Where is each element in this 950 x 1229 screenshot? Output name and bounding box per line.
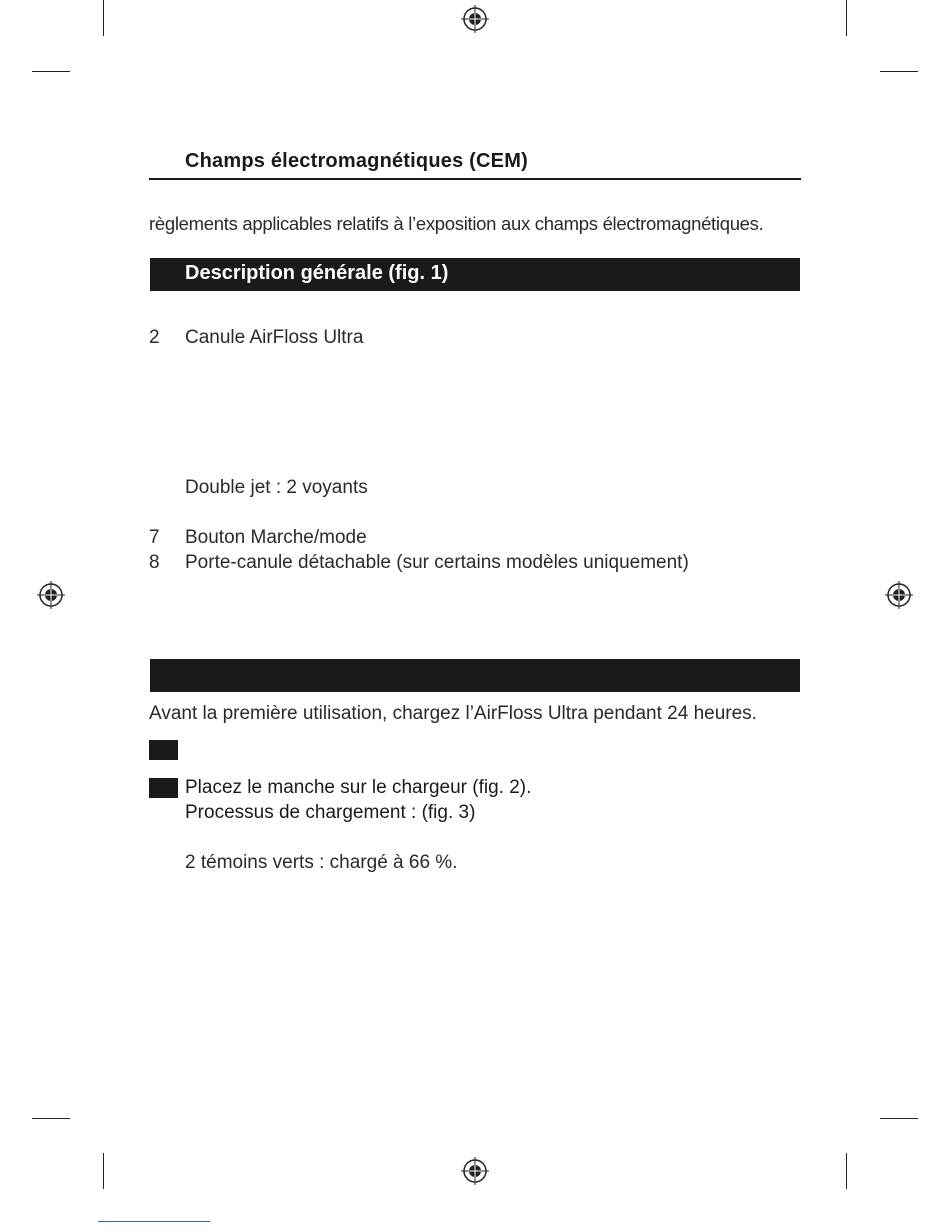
charge-intro: Avant la première utilisation, chargez l’AirFloss Ultra pendant 24 heures. (149, 703, 757, 724)
crop-mark-top-right (846, 0, 847, 36)
footer-line (98, 1221, 210, 1222)
step-marker (149, 740, 178, 760)
crop-mark-bottom-right (846, 1153, 847, 1189)
step-marker (149, 778, 178, 798)
registration-mark-right-icon (885, 581, 913, 609)
section-title-cem: Champs électromagnétiques (CEM) (185, 150, 528, 172)
item-text: Bouton Marche/mode (185, 527, 367, 548)
crop-mark-bottom-left (103, 1153, 104, 1189)
section-bar-description (150, 258, 800, 291)
crop-mark-left-top (32, 71, 70, 72)
crop-mark-right-bottom (880, 1118, 918, 1119)
crop-mark-top-left (103, 0, 104, 36)
step-process: Processus de chargement : (fig. 3) (185, 802, 476, 823)
section-rule-cem (149, 178, 801, 180)
step-green: 2 témoins verts : chargé à 66 %. (185, 852, 458, 873)
crop-mark-left-bottom (32, 1118, 70, 1119)
item-number: 7 (149, 527, 160, 548)
item-text: Porte-canule détachable (sur certains modèles uniquement) (185, 552, 689, 573)
registration-mark-bottom-icon (461, 1157, 489, 1185)
registration-mark-top-icon (461, 5, 489, 33)
section-title-description: Description générale (fig. 1) (185, 262, 449, 284)
item-text: Double jet : 2 voyants (185, 477, 368, 498)
cem-paragraph: règlements applicables relatifs à l’exposition aux champs électromagnétiques. (149, 213, 764, 234)
crop-mark-right-top (880, 71, 918, 72)
step-place: Placez le manche sur le chargeur (fig. 2). (185, 777, 532, 798)
item-text: Canule AirFloss Ultra (185, 327, 364, 348)
item-number: 2 (149, 327, 160, 348)
item-number: 8 (149, 552, 160, 573)
section-bar-charging (150, 659, 800, 692)
registration-mark-left-icon (37, 581, 65, 609)
